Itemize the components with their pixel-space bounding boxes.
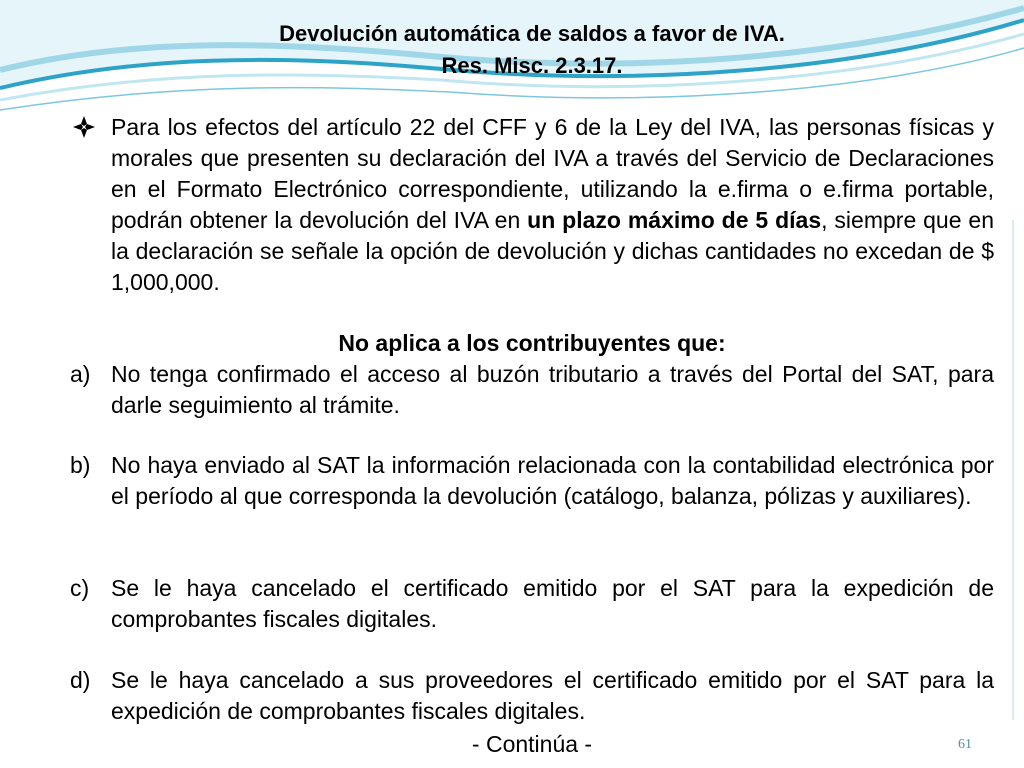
item-c-label: c) xyxy=(70,575,90,601)
item-c-text: Se le haya cancelado el certificado emitido por el SAT para la expedición de comprobantes fiscales digitales. xyxy=(111,575,994,632)
item-a-label: a) xyxy=(70,361,91,387)
intro-paragraph xyxy=(111,112,994,298)
item-a-text: No tenga confirmado el acceso al buzón tributario a través del Portal del SAT, para darle seguimiento al trámite. xyxy=(111,361,994,418)
item-b-label: b) xyxy=(70,452,91,478)
exclusions-heading: No aplica a los contribuyentes que: xyxy=(338,330,726,356)
intro-text-after: , siempre que en la declaración se señale la opción de devolución y dichas cantidades no excedan de $ 1,000,000. xyxy=(111,207,994,295)
item-b-text: No haya enviado al SAT la información relacionada con la contabilidad electrónica por el período al que corresponda la devolución (catálogo, balanza, pólizas y auxiliares). xyxy=(111,452,994,509)
page-number: 61 xyxy=(958,737,972,752)
slide-title: Devolución automática de saldos a favor de IVA. xyxy=(279,21,785,46)
item-d-label: d) xyxy=(70,667,91,693)
item-d-text: Se le haya cancelado a sus proveedores el certificado emitido por el SAT para la expedición de comprobantes fiscales digitales. xyxy=(111,667,994,724)
slide-subtitle: Res. Misc. 2.3.17. xyxy=(441,53,623,78)
continues-label: - Continúa - xyxy=(471,731,593,757)
diamond-bullet-icon xyxy=(71,114,97,140)
intro-text-before: Para los efectos del artículo 22 del CFF y 6 de la Ley del IVA, las personas físicas y morales que presenten su declaración del IVA a través del Servicio de Declaraciones en el Formato Electrónico correspondiente, utilizando la e.firma o e.firma portable, podrán obtener la devolución del IVA en xyxy=(111,114,994,233)
intro-bold-text: un plazo máximo de 5 días xyxy=(527,207,822,233)
right-edge-accent xyxy=(1012,220,1014,720)
